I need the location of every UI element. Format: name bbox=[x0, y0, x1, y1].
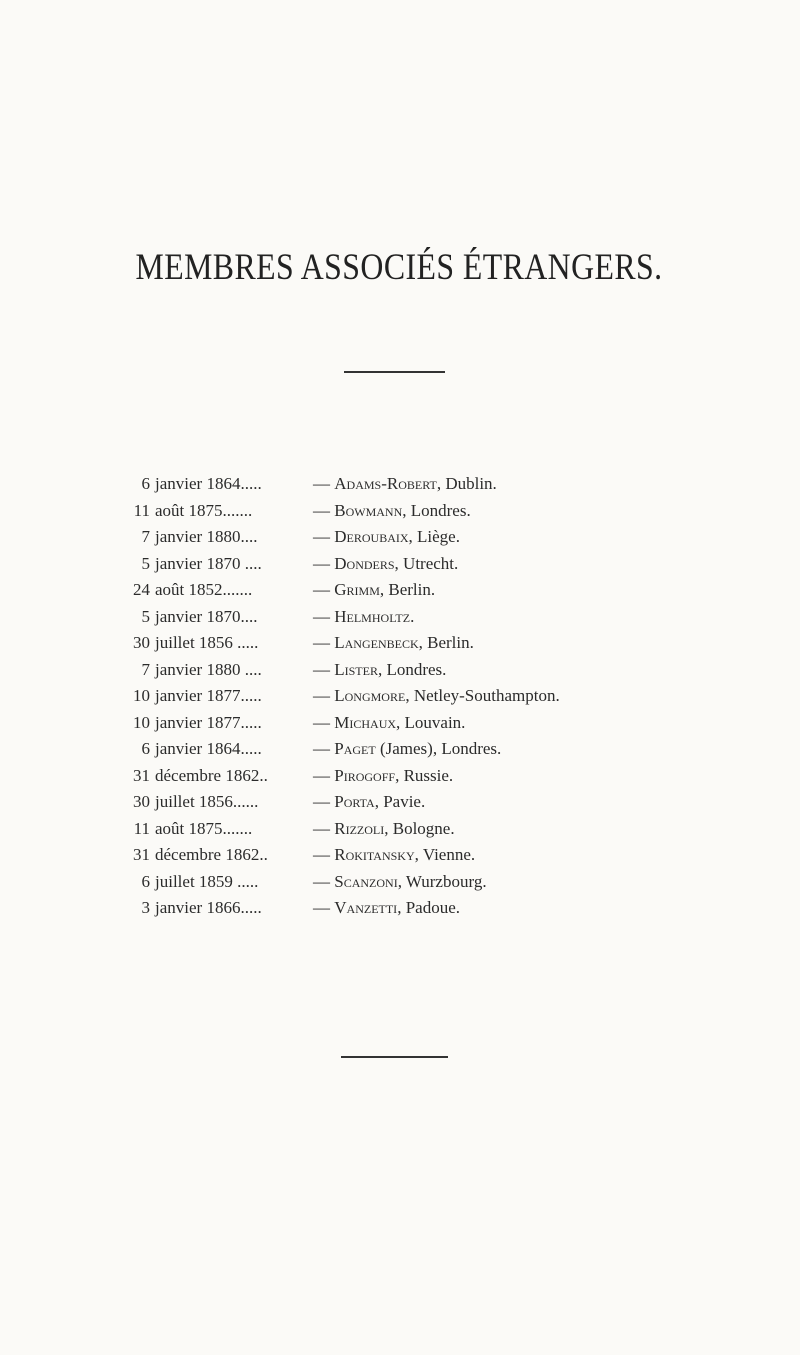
member-entry bbox=[313, 683, 560, 709]
member-day: 30 bbox=[133, 633, 150, 652]
member-name: Deroubaix bbox=[334, 527, 409, 546]
member-day: 7 bbox=[141, 659, 150, 679]
list-item bbox=[0, 683, 800, 709]
member-date: décembre 1862.. bbox=[155, 845, 268, 864]
member-place: , Berlin. bbox=[379, 580, 436, 599]
member-day: 6 bbox=[141, 739, 150, 758]
member-name: Donders bbox=[334, 553, 395, 573]
dash: — bbox=[313, 580, 330, 599]
member-date: janvier 1864..... bbox=[155, 474, 262, 493]
member-date: janvier 1877..... bbox=[155, 686, 262, 705]
member-name: Michaux bbox=[334, 712, 397, 732]
member-name: Langenbeck bbox=[334, 633, 419, 652]
list-item bbox=[0, 471, 800, 497]
member-day: 10 bbox=[133, 712, 150, 732]
dash: — bbox=[313, 474, 330, 493]
member-name: Rizzoli bbox=[334, 818, 385, 838]
member-entry bbox=[313, 736, 501, 762]
member-entry bbox=[313, 604, 414, 630]
member-name: Adams-Robert bbox=[334, 474, 437, 493]
member-date: août 1852....... bbox=[155, 580, 253, 599]
member-name: Vanzetti bbox=[334, 898, 398, 917]
member-date: juillet 1859 ..... bbox=[155, 871, 259, 891]
list-item bbox=[0, 816, 800, 842]
member-date: janvier 1877..... bbox=[155, 712, 262, 732]
list-item bbox=[0, 604, 800, 630]
member-name: Paget bbox=[334, 739, 376, 758]
member-place: , Utrecht. bbox=[394, 553, 459, 573]
member-date: décembre 1862.. bbox=[155, 765, 268, 785]
dash: — bbox=[313, 500, 330, 520]
member-day: 7 bbox=[141, 527, 150, 546]
dash: — bbox=[313, 818, 330, 838]
list-item bbox=[0, 630, 800, 656]
member-place: , Vienne. bbox=[414, 845, 476, 864]
member-day: 11 bbox=[133, 818, 150, 838]
member-entry bbox=[313, 577, 435, 603]
member-place: , Berlin. bbox=[418, 633, 474, 652]
list-item bbox=[0, 657, 800, 683]
member-day: 11 bbox=[133, 500, 150, 520]
list-item bbox=[0, 736, 800, 762]
member-entry bbox=[313, 789, 425, 815]
member-name: Bowmann bbox=[334, 500, 403, 520]
dash: — bbox=[313, 527, 330, 546]
dash: — bbox=[313, 765, 330, 785]
member-place: , Liège. bbox=[408, 527, 460, 546]
member-day: 10 bbox=[133, 686, 150, 705]
list-item bbox=[0, 498, 800, 524]
member-place: , Londres. bbox=[402, 500, 471, 520]
member-day: 6 bbox=[141, 474, 150, 493]
member-entry bbox=[313, 524, 460, 550]
member-date: juillet 1856 ..... bbox=[155, 633, 259, 652]
member-date: janvier 1864..... bbox=[155, 739, 262, 758]
member-entry bbox=[313, 763, 453, 789]
member-name: Grimm bbox=[334, 580, 380, 599]
dash: — bbox=[313, 633, 330, 652]
member-name: Longmore bbox=[334, 686, 406, 705]
member-entry bbox=[313, 630, 474, 656]
member-place: (James), Londres. bbox=[375, 739, 502, 758]
member-date: août 1875....... bbox=[155, 500, 253, 520]
member-name: Pirogoff bbox=[334, 765, 396, 785]
list-item bbox=[0, 577, 800, 603]
member-place: . bbox=[410, 606, 415, 626]
member-day: 6 bbox=[141, 871, 150, 891]
list-item bbox=[0, 763, 800, 789]
dash: — bbox=[313, 792, 330, 811]
member-place: , Russie. bbox=[395, 765, 454, 785]
page-title: MEMBRES ASSOCIÉS ÉTRANGERS. bbox=[135, 247, 663, 288]
list-item bbox=[0, 895, 800, 921]
dash: — bbox=[313, 712, 330, 732]
member-day: 24 bbox=[133, 580, 150, 599]
member-entry bbox=[313, 471, 497, 497]
member-date: janvier 1870 .... bbox=[155, 553, 262, 573]
member-day: 3 bbox=[141, 898, 150, 917]
top-divider bbox=[344, 371, 445, 373]
member-entry bbox=[313, 710, 465, 736]
dash: — bbox=[313, 553, 330, 573]
member-place: , Netley-Southampton. bbox=[405, 686, 560, 705]
member-date: août 1875....... bbox=[155, 818, 253, 838]
member-name: Helmholtz bbox=[334, 606, 411, 626]
dash: — bbox=[313, 871, 330, 891]
dash: — bbox=[313, 845, 330, 864]
member-name: Rokitansky bbox=[334, 845, 415, 864]
member-entry bbox=[313, 842, 475, 868]
member-entry bbox=[313, 657, 446, 683]
dash: — bbox=[313, 898, 330, 917]
member-entry bbox=[313, 498, 471, 524]
dash: — bbox=[313, 659, 330, 679]
list-item bbox=[0, 789, 800, 815]
member-place: , Londres. bbox=[377, 659, 447, 679]
member-place: , Louvain. bbox=[396, 712, 466, 732]
list-item bbox=[0, 551, 800, 577]
dash: — bbox=[313, 686, 330, 705]
member-place: , Bologne. bbox=[384, 818, 455, 838]
dash: — bbox=[313, 606, 330, 626]
member-day: 5 bbox=[141, 553, 150, 573]
list-item bbox=[0, 869, 800, 895]
member-entry bbox=[313, 551, 458, 577]
member-name: Lister bbox=[334, 659, 378, 679]
member-date: juillet 1856...... bbox=[155, 792, 259, 811]
member-day: 31 bbox=[133, 765, 150, 785]
member-entry bbox=[313, 869, 487, 895]
member-name: Scanzoni bbox=[334, 871, 398, 891]
list-item bbox=[0, 842, 800, 868]
member-place: , Wurzbourg. bbox=[397, 871, 487, 891]
bottom-divider bbox=[341, 1056, 448, 1058]
member-date: janvier 1866..... bbox=[155, 898, 262, 917]
member-name: Porta bbox=[334, 792, 375, 811]
list-item bbox=[0, 710, 800, 736]
member-place: , Pavie. bbox=[374, 792, 426, 811]
member-day: 31 bbox=[133, 845, 150, 864]
member-date: janvier 1880.... bbox=[155, 527, 258, 546]
member-place: , Dublin. bbox=[436, 474, 497, 493]
member-day: 30 bbox=[133, 792, 150, 811]
member-place: , Padoue. bbox=[397, 898, 460, 917]
member-entry bbox=[313, 816, 455, 842]
dash: — bbox=[313, 739, 330, 758]
member-entry bbox=[313, 895, 460, 921]
member-date: janvier 1870.... bbox=[155, 606, 258, 626]
member-date: janvier 1880 .... bbox=[155, 659, 262, 679]
member-day: 5 bbox=[141, 606, 150, 626]
list-item bbox=[0, 524, 800, 550]
